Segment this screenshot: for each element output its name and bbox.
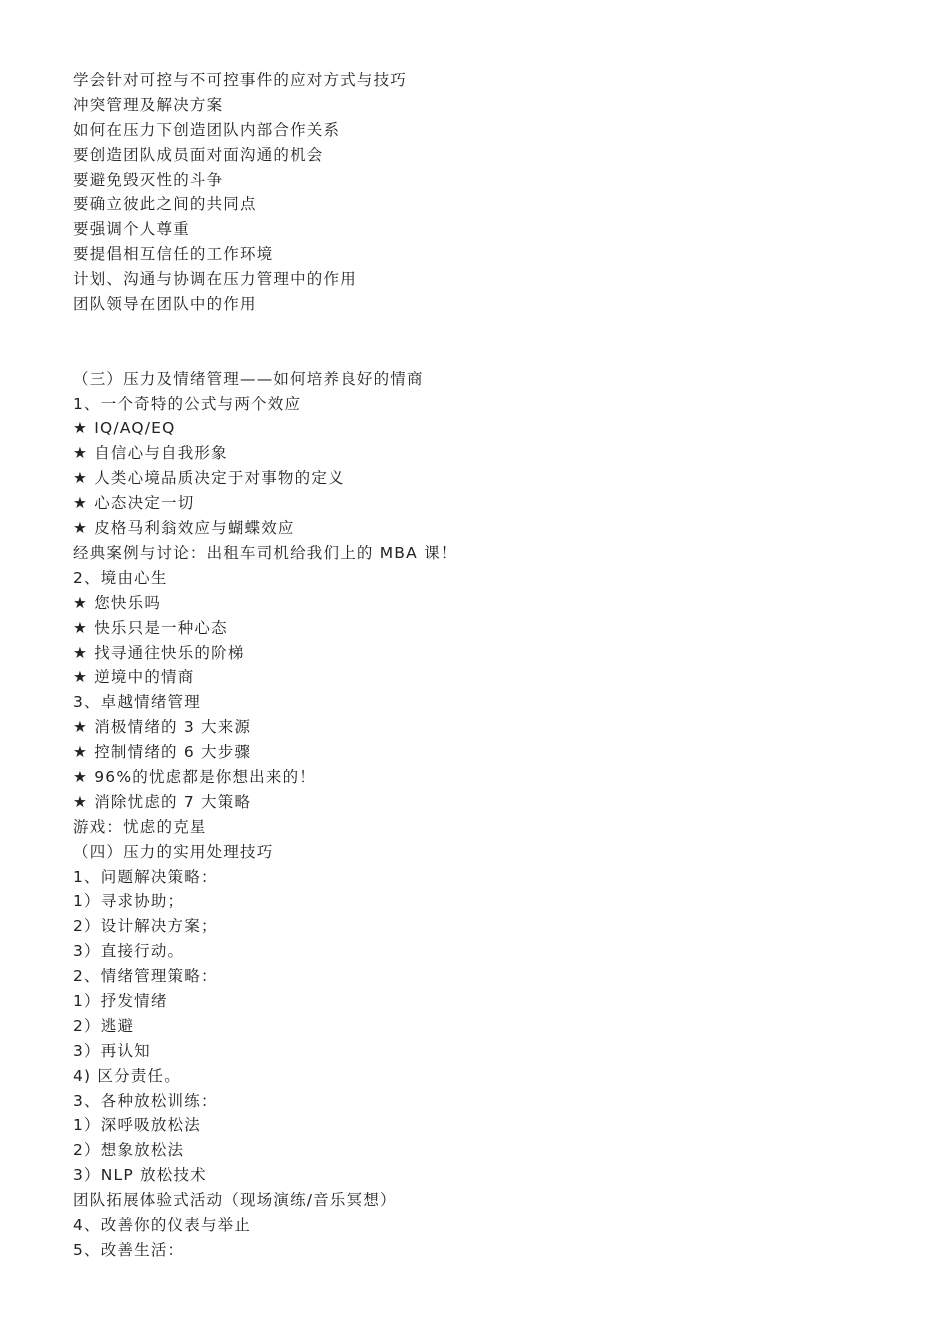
text-line: ★ IQ/AQ/EQ <box>73 419 176 438</box>
text-line: 4、改善你的仪表与举止 <box>73 1215 252 1234</box>
text-line: 要确立彼此之间的共同点 <box>73 195 257 214</box>
text-line: ★ 消除忧虑的 7 大策略 <box>73 792 252 811</box>
text-line: 2）想象放松法 <box>73 1141 185 1160</box>
text-line: 团队领导在团队中的作用 <box>73 295 257 314</box>
document-page <box>73 68 873 1263</box>
text-line: ★ 逆境中的情商 <box>73 668 195 687</box>
text-line: 要创造团队成员面对面沟通的机会 <box>73 145 324 164</box>
section-heading: （四）压力的实用处理技巧 <box>73 842 274 861</box>
text-line: 要强调个人尊重 <box>73 220 190 239</box>
text-line: ★ 皮格马利翁效应与蝴蝶效应 <box>73 519 295 538</box>
text-line: 1、一个奇特的公式与两个效应 <box>73 394 302 413</box>
text-line: ★ 快乐只是一种心态 <box>73 618 228 637</box>
text-line: 3）NLP 放松技术 <box>73 1166 207 1185</box>
text-line: 2）逃避 <box>73 1016 135 1035</box>
text-line: ★ 控制情绪的 6 大步骤 <box>73 743 252 762</box>
text-line: 2、情绪管理策略： <box>73 967 218 986</box>
text-line: 1）深呼吸放松法 <box>73 1116 201 1135</box>
text-line: 2、境由心生 <box>73 568 168 587</box>
text-line: ★ 您快乐吗 <box>73 593 162 612</box>
text-line: 4) 区分责任。 <box>73 1066 181 1085</box>
paragraph-gap <box>73 317 873 367</box>
text-line: 5、改善生活： <box>73 1240 185 1259</box>
text-line: ★ 心态决定一切 <box>73 494 195 513</box>
text-line: 3）直接行动。 <box>73 942 185 961</box>
text-block-conflict <box>73 68 873 317</box>
text-line: 经典案例与讨论：出租车司机给我们上的 MBA 课！ <box>73 543 458 562</box>
text-line: ★ 人类心境品质决定于对事物的定义 <box>73 469 345 488</box>
text-line: 游戏：忧虑的克星 <box>73 817 207 836</box>
text-line: 3、卓越情绪管理 <box>73 693 201 712</box>
text-line: 如何在压力下创造团队内部合作关系 <box>73 120 341 139</box>
text-line: 计划、沟通与协调在压力管理中的作用 <box>73 270 357 289</box>
text-block-emotion <box>73 367 873 1263</box>
text-line: ★ 96%的忧虑都是你想出来的！ <box>73 767 316 786</box>
section-heading: （三）压力及情绪管理——如何培养良好的情商 <box>73 369 424 388</box>
text-line: 3、各种放松训练： <box>73 1091 218 1110</box>
text-line: 要避免毁灭性的斗争 <box>73 170 224 189</box>
text-line: 团队拓展体验式活动（现场演练/音乐冥想） <box>73 1191 397 1210</box>
text-line: 2）设计解决方案； <box>73 917 218 936</box>
text-line: 1）抒发情绪 <box>73 991 168 1010</box>
text-line: 冲突管理及解决方案 <box>73 95 224 114</box>
text-line: 要提倡相互信任的工作环境 <box>73 245 274 264</box>
text-line: ★ 找寻通往快乐的阶梯 <box>73 643 245 662</box>
text-line: ★ 消极情绪的 3 大来源 <box>73 718 252 737</box>
text-line: 1）寻求协助； <box>73 892 185 911</box>
text-line: 3）再认知 <box>73 1041 151 1060</box>
text-line: 1、问题解决策略： <box>73 867 218 886</box>
text-line: 学会针对可控与不可控事件的应对方式与技巧 <box>73 71 408 89</box>
text-line: ★ 自信心与自我形象 <box>73 444 228 463</box>
